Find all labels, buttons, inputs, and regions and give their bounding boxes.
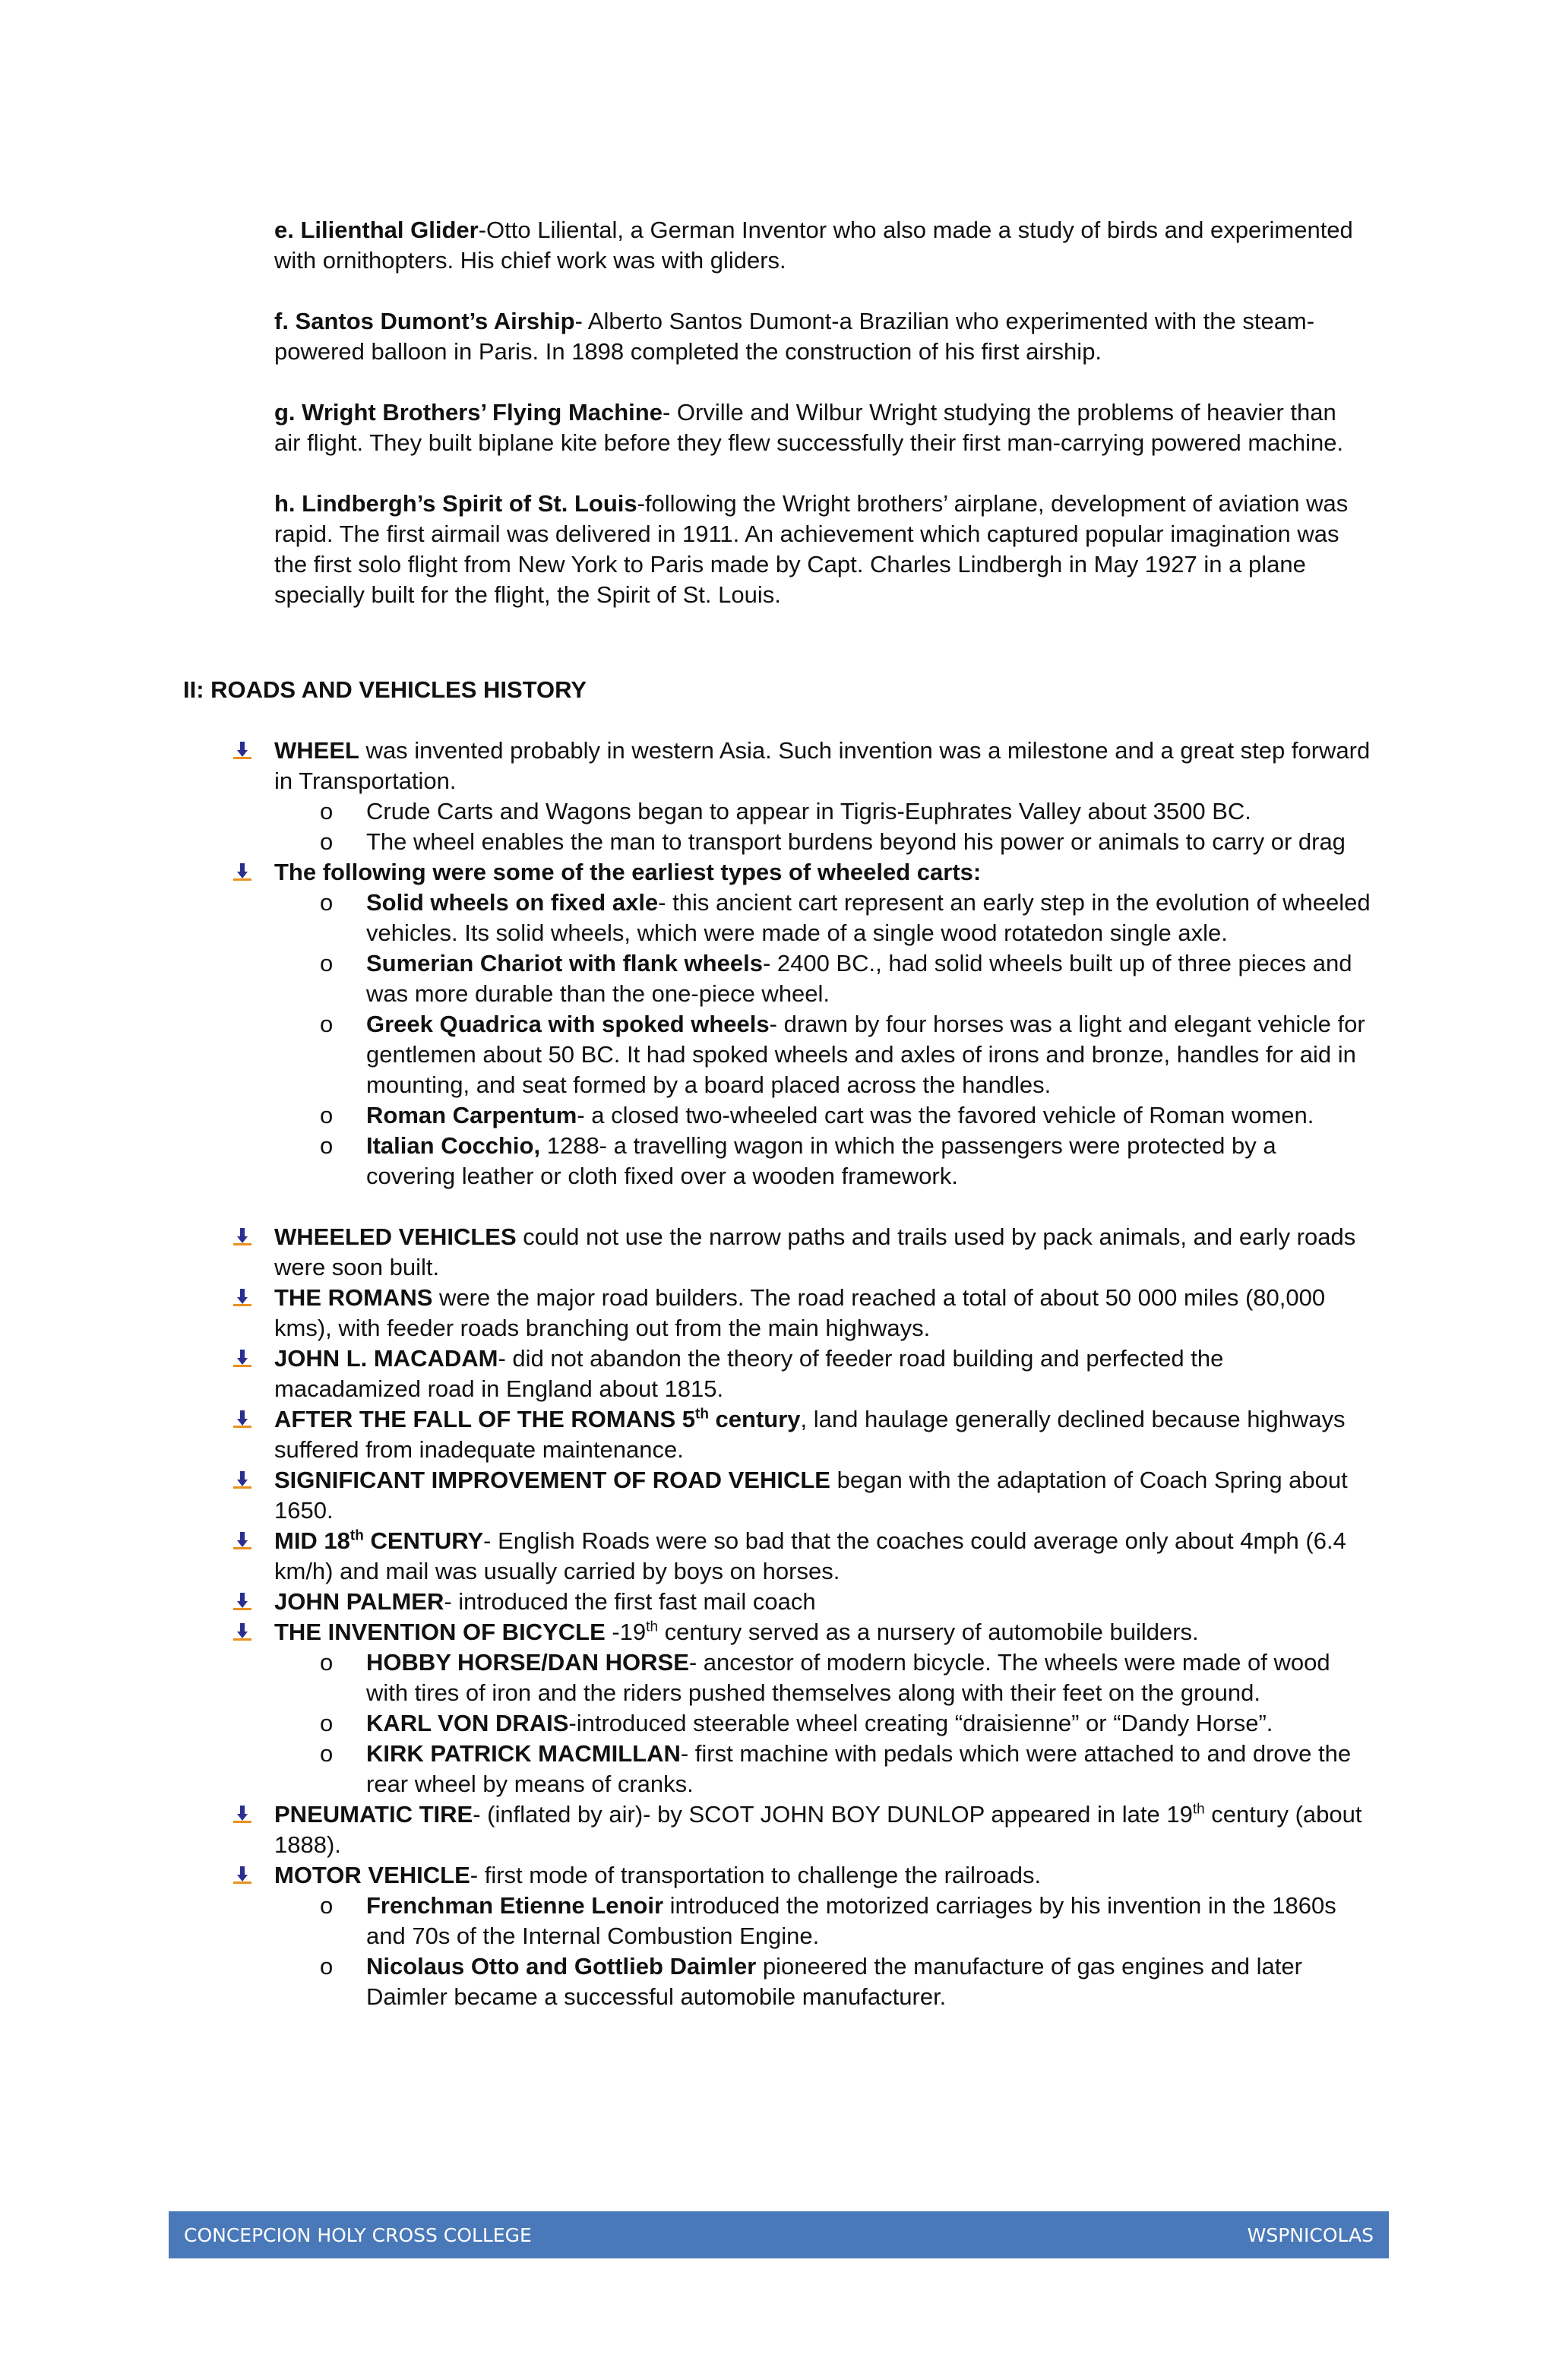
bullet-bold: THE ROMANS [274, 1284, 433, 1311]
arrow-bullet-icon [232, 1530, 253, 1552]
entry-lindbergh [274, 489, 1368, 610]
sub-text: -introduced steerable wheel creating “draisienne” or “Dandy Horse”. [568, 1710, 1273, 1736]
sub-marker: o [320, 1649, 334, 1676]
sub-bold: Solid wheels on fixed axle [366, 889, 659, 916]
sub-text: introduced the motorized carriages by his invention in the 1860s and 70s of the Internal Combustion Engine. [366, 1892, 1336, 1949]
entry-title: e. Lilienthal Glider [274, 217, 479, 243]
ordinal-suffix: th [349, 1527, 364, 1544]
sub-text: - ancestor of modern bicycle. The wheels were made of wood with tires of iron and the riders pushed themselves along with their feet on the ground. [366, 1649, 1330, 1706]
bullet-john-palmer [232, 1587, 1371, 1617]
sub-text: - drawn by four horses was a light and elegant vehicle for gentlemen about 50 BC. It had spoked wheels and axles of irons and bronze, handles for aid in mounting, and seat formed by a board placed across the handles. [366, 1011, 1365, 1098]
sub-item [232, 1708, 1371, 1739]
bullet-text: - first mode of transportation to challenge the railroads. [470, 1862, 1042, 1888]
sub-marker: o [320, 1011, 334, 1037]
bullet-pneumatic-tire [232, 1799, 1371, 1860]
sub-item [232, 827, 1371, 857]
entry-text: -following the Wright brothers’ airplane, development of aviation was rapid. The first airmail was delivered in 1911. An achievement which captured popular imagination was the first solo flight from New York to Paris made by Capt. Charles Lindbergh in May 1927 in a plane specially built for the flight, the Spirit of St. Louis. [274, 490, 1349, 608]
sub-item [232, 1739, 1371, 1799]
sub-item [232, 1951, 1371, 2012]
sub-text: Crude Carts and Wagons began to appear in Tigris-Euphrates Valley about 3500 BC. [366, 798, 1251, 824]
bullet-wheel [232, 736, 1371, 796]
bullet-fall-of-romans [232, 1404, 1371, 1465]
bullet-bold-part: century [708, 1406, 801, 1432]
sub-bold: Nicolaus Otto and Gottlieb Daimler [366, 1953, 757, 1980]
sub-bold: KARL VON DRAIS [366, 1710, 569, 1736]
entry-title: h. Lindbergh’s Spirit of St. Louis [274, 490, 637, 517]
sub-text: - a closed two-wheeled cart was the favored vehicle of Roman women. [577, 1102, 1314, 1128]
sub-item [232, 1891, 1371, 1951]
bullet-bold: JOHN L. MACADAM [274, 1345, 498, 1372]
arrow-bullet-icon [232, 1865, 253, 1886]
sub-text: pioneered the manufacture of gas engines and later Daimler became a successful automobile manufacturer. [366, 1953, 1302, 2010]
bullet-text: century (about 1888). [274, 1801, 1362, 1858]
sub-item [232, 1100, 1371, 1131]
bullet-bold: PNEUMATIC TIRE [274, 1801, 473, 1828]
sub-marker: o [320, 1953, 334, 1980]
bullet-bold: JOHN PALMER [274, 1588, 444, 1615]
sub-bold: Italian Cocchio, [366, 1132, 541, 1159]
entry-text: - Alberto Santos Dumont-a Brazilian who experimented with the steam-powered balloon in Paris. In 1898 completed the construction of his first airship. [274, 308, 1315, 365]
bullet-bicycle [232, 1617, 1371, 1647]
bullet-text: - (inflated by air)- by SCOT JOHN BOY DUNLOP appeared in late 19 [473, 1801, 1193, 1828]
sub-item [232, 888, 1371, 948]
aviation-entries [274, 215, 1368, 641]
bullet-mid-18th-century [232, 1526, 1371, 1587]
bullet-romans [232, 1283, 1371, 1343]
sub-bold: HOBBY HORSE/DAN HORSE [366, 1649, 689, 1676]
bullet-bold: WHEEL [274, 737, 359, 764]
sub-text: 1288- a travelling wagon in which the passengers were protected by a covering leather or cloth fixed over a wooden framework. [366, 1132, 1276, 1189]
bullet-bold [274, 1406, 801, 1432]
sub-item [232, 796, 1371, 827]
sub-text: - first machine with pedals which were attached to and drove the rear wheel by means of cranks. [366, 1740, 1352, 1797]
sub-marker: o [320, 798, 334, 824]
bullet-wheeled-carts [232, 857, 1371, 888]
sub-text: - 2400 BC., had solid wheels built up of three pieces and was more durable than the one-piece wheel. [366, 950, 1352, 1007]
bullet-macadam [232, 1343, 1371, 1404]
sub-item [232, 1009, 1371, 1100]
sub-bold: KIRK PATRICK MACMILLAN [366, 1740, 681, 1767]
sub-marker: o [320, 1102, 334, 1128]
bullet-bold: MOTOR VEHICLE [274, 1862, 470, 1888]
arrow-bullet-icon [232, 862, 253, 883]
arrow-bullet-icon [232, 1348, 253, 1369]
entry-title: f. Santos Dumont’s Airship [274, 308, 575, 334]
sub-text: The wheel enables the man to transport burdens beyond his power or animals to carry or drag [366, 828, 1346, 855]
sub-item [232, 948, 1371, 1009]
bullet-text: , land haulage generally declined because highways suffered from inadequate maintenance. [274, 1406, 1346, 1463]
sub-marker: o [320, 889, 334, 916]
bullet-text: was invented probably in western Asia. Such invention was a milestone and a great step forward in Transportation. [274, 737, 1371, 794]
bullet-road-vehicle-improvement [232, 1465, 1371, 1526]
arrow-bullet-icon [232, 1591, 253, 1613]
entry-wright-brothers [274, 397, 1368, 458]
sub-item [232, 1647, 1371, 1708]
arrow-bullet-icon [232, 740, 253, 761]
bullet-text: - introduced the first fast mail coach [444, 1588, 816, 1615]
bullet-text: century served as a nursery of automobile builders. [658, 1619, 1199, 1645]
bullet-wheeled-vehicles [232, 1222, 1371, 1283]
spacer [232, 1192, 1371, 1222]
footer-college-name: CONCEPCION HOLY CROSS COLLEGE [184, 2224, 532, 2246]
sub-marker: o [320, 1740, 334, 1767]
sub-text: - this ancient cart represent an early step in the evolution of wheeled vehicles. Its solid wheels, which were made of a single wood rotatedon single axle. [366, 889, 1371, 946]
arrow-bullet-icon [232, 1622, 253, 1643]
bullet-text: were the major road builders. The road reached a total of about 50 000 miles (80,000 kms), with feeder roads branching out from the main highways. [274, 1284, 1326, 1341]
bullet-text: began with the adaptation of Coach Spring about 1650. [274, 1467, 1348, 1524]
section-heading: II: ROADS AND VEHICLES HISTORY [183, 676, 587, 703]
arrow-bullet-icon [232, 1287, 253, 1309]
bullet-motor-vehicle [232, 1860, 1371, 1891]
bullet-bold: THE INVENTION OF BICYCLE [274, 1619, 606, 1645]
bullet-bold-part: CENTURY [363, 1527, 484, 1554]
bullet-bold-part: MID 18 [274, 1527, 350, 1554]
bullet-text: - did not abandon the theory of feeder road building and perfected the macadamized road in England about 1815. [274, 1345, 1224, 1402]
arrow-bullet-icon [232, 1804, 253, 1825]
bullet-text: could not use the narrow paths and trails used by pack animals, and early roads were soon built. [274, 1223, 1356, 1280]
sub-bold: Sumerian Chariot with flank wheels [366, 950, 763, 976]
roads-vehicles-list [232, 736, 1371, 2012]
sub-bold: Frenchman Etienne Lenoir [366, 1892, 664, 1919]
ordinal-suffix: th [695, 1406, 709, 1423]
bullet-bold [274, 1527, 483, 1554]
sub-marker: o [320, 1132, 334, 1159]
bullet-bold: SIGNIFICANT IMPROVEMENT OF ROAD VEHICLE [274, 1467, 830, 1493]
sub-marker: o [320, 950, 334, 976]
sub-marker: o [320, 1710, 334, 1736]
entry-lilienthal-glider [274, 215, 1368, 276]
bullet-text: -19 [605, 1619, 647, 1645]
entry-text: -Otto Liliental, a German Inventor who also made a study of birds and experimented with ornithopters. His chief work was with gliders. [274, 217, 1353, 274]
entry-santos-dumont [274, 306, 1368, 367]
bullet-text: - English Roads were so bad that the coaches could average only about 4mph (6.4 km/h) and mail was usually carried by boys on horses. [274, 1527, 1346, 1584]
ordinal-suffix: th [646, 1619, 659, 1635]
sub-bold: Roman Carpentum [366, 1102, 577, 1128]
arrow-bullet-icon [232, 1226, 253, 1248]
ordinal-suffix: th [1192, 1801, 1205, 1818]
footer-author: WSPNICOLAS [1247, 2224, 1374, 2246]
footer-bar [169, 2211, 1389, 2258]
entry-title: g. Wright Brothers’ Flying Machine [274, 399, 663, 426]
bullet-bold: The following were some of the earliest types of wheeled carts: [274, 859, 982, 885]
arrow-bullet-icon [232, 1470, 253, 1491]
sub-item [232, 1131, 1371, 1192]
sub-marker: o [320, 1892, 334, 1919]
sub-bold: Greek Quadrica with spoked wheels [366, 1011, 770, 1037]
arrow-bullet-icon [232, 1409, 253, 1430]
entry-text: - Orville and Wilbur Wright studying the problems of heavier than air flight. They built biplane kite before they flew successfully their first man-carrying powered machine. [274, 399, 1344, 456]
sub-marker: o [320, 828, 334, 855]
bullet-bold: WHEELED VEHICLES [274, 1223, 517, 1250]
bullet-bold-part: AFTER THE FALL OF THE ROMANS 5 [274, 1406, 695, 1432]
